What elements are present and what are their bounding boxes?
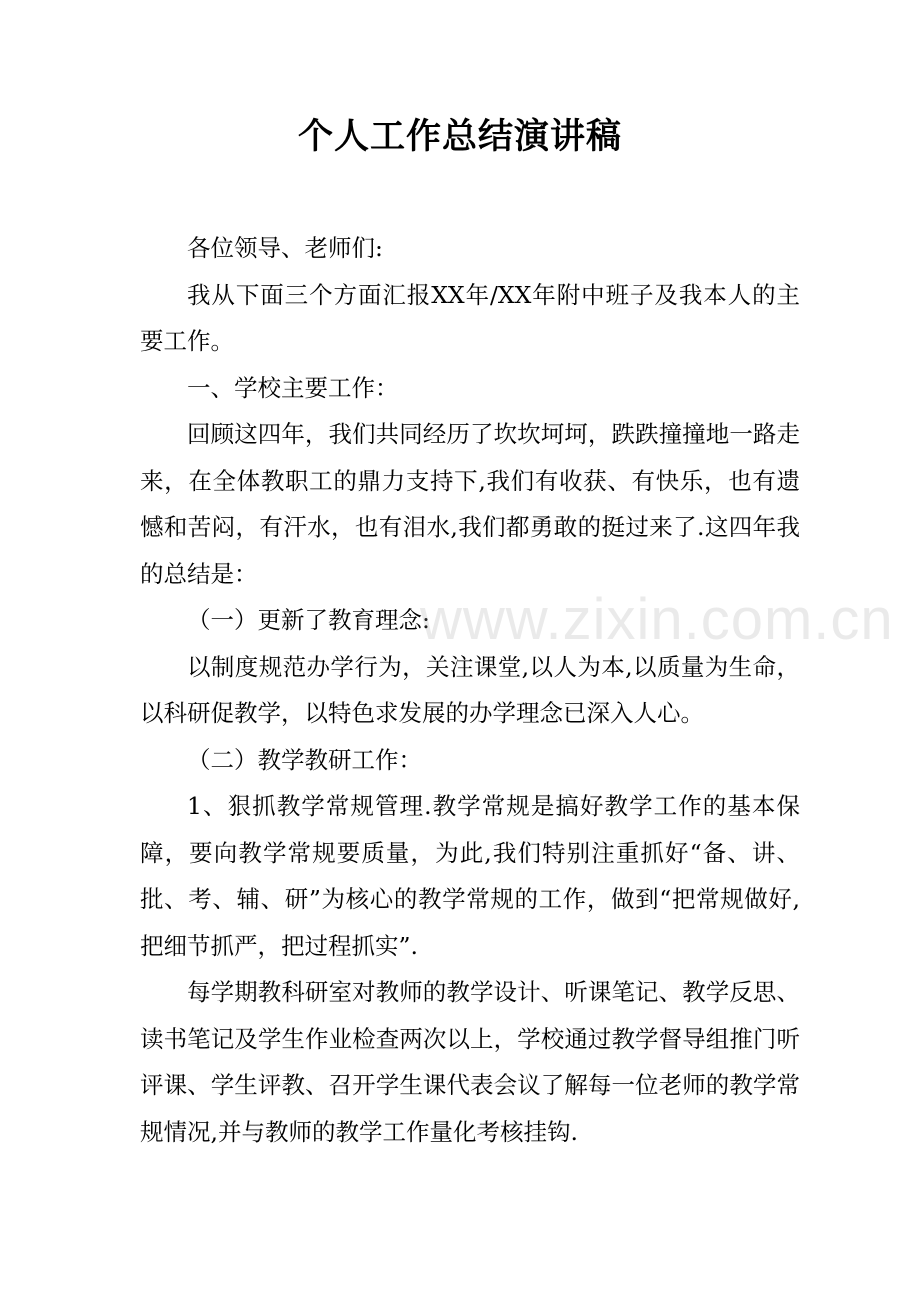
paragraph-greeting: 各位领导、老师们: [187,234,383,262]
paragraph-review: 回顾这四年，我们共同经历了坎坎坷坷，跌跌撞撞地一路走来，在全体教职工的鼎力支持下,我们有收获、有快乐，也有遗憾和苦闷，有汗水，也有泪水,我们都勇敢的挺过来了.这四年我的总结是： [140,420,800,588]
paragraph-intro: 我从下面三个方面汇报XX年/XX年附中班子及我本人的主要工作。 [140,280,800,355]
paragraph-philosophy: 以制度规范办学行为，关注课堂,以人为本,以质量为生命，以科研促教学，以特色求发展的办学理念已深入人心。 [140,652,800,727]
paragraph-routine: 1、狠抓教学常规管理.教学常规是搞好教学工作的基本保障，要向教学常规要质量，为此,我们特别注重抓好“备、讲、批、考、辅、研”为核心的教学常规的工作，做到“把常规做好,把细节抓严，把过程抓实”. [140,792,800,960]
subsection-heading-1: （一）更新了教育理念: [187,606,430,634]
watermark: www.zixin.com.cn [420,587,894,652]
document-title: 个人工作总结演讲稿 [297,116,622,157]
subsection-heading-2: （二）教学教研工作： [187,745,422,774]
section-heading-1: 一、学校主要工作： [187,373,399,402]
document-body [140,225,800,1155]
paragraph-inspection: 每学期教科研室对教师的教学设计、听课笔记、教学反思、读书笔记及学生作业检查两次以上，学校通过教学督导组推门听评课、学生评教、召开学生课代表会议了解每一位老师的教学常规情况,并与教师的教学工作量化考核挂钩. [140,978,800,1146]
